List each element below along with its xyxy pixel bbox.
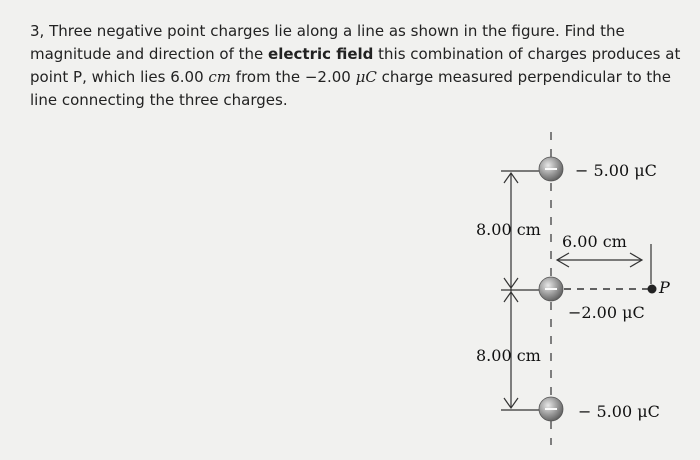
label-point-p: P bbox=[659, 278, 670, 297]
problem-unit-uc: μC bbox=[355, 68, 377, 86]
label-charge-top: − 5.00 μC bbox=[575, 161, 657, 180]
label-charge-middle: −2.00 μC bbox=[568, 303, 645, 322]
point-p-dot bbox=[648, 285, 657, 294]
problem-part1: 3, Three negative point charges lie along a line as shown in the figure. Find the magnitude and direction of the bbox=[30, 22, 625, 63]
label-dist-bottom: 8.00 cm bbox=[476, 346, 541, 365]
problem-bold-term: electric field bbox=[268, 45, 374, 63]
problem-unit-cm: cm bbox=[208, 68, 232, 86]
label-charge-bottom: − 5.00 μC bbox=[578, 402, 660, 421]
problem-part3: from the −2.00 bbox=[231, 68, 356, 86]
problem-part4: charge measured perpendicular to the line connecting the three charges. bbox=[30, 68, 672, 109]
label-dist-p: 6.00 cm bbox=[562, 232, 627, 251]
label-dist-top: 8.00 cm bbox=[476, 220, 541, 239]
problem-part2: this combination of charges produces at point P, which lies 6.00 bbox=[30, 45, 681, 86]
